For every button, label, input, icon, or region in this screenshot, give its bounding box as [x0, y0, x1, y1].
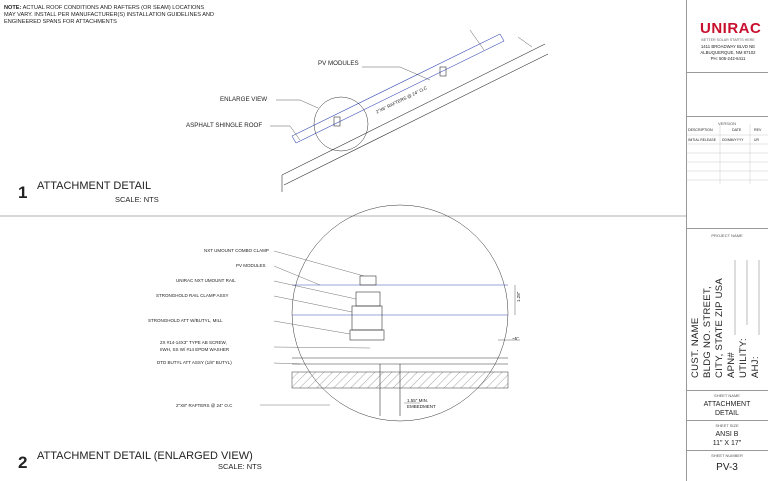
project-name-caption: PROJECT NAME: [711, 233, 743, 238]
sheet-number: PV-3: [716, 462, 738, 473]
leader-roof: [270, 126, 300, 140]
label-asphalt-roof: ASPHALT SHINGLE ROOF: [186, 122, 263, 129]
version-row-desc: INITIAL RELEASE: [688, 138, 716, 142]
att-butyl: [350, 330, 384, 340]
label-rafters-1: 2"X6" RAFTERS @ 24" O.C: [375, 85, 428, 115]
sheet-name-line1: ATTACHMENT: [703, 401, 751, 408]
sheet-size-line2: 11" X 17": [712, 440, 742, 447]
detail1-scale: SCALE: NTS: [115, 195, 159, 204]
label-att-butyl: STRONGHOLD ATT W/BUTYL, MILL: [148, 318, 223, 323]
detail1-title: ATTACHMENT DETAIL: [37, 180, 152, 192]
leader-enlarge: [276, 100, 318, 108]
company-address1: 1411 BROADWAY BLVD NE: [700, 44, 756, 49]
version-header-desc: DESCRIPTION: [688, 128, 713, 132]
label-screw-1: 2X #14-14X3" TYPE AB SCREW,: [160, 340, 227, 345]
version-header-date: DATE: [732, 128, 742, 132]
label-pv-modules-2: PV MODULES: [236, 263, 266, 268]
combo-clamp: [360, 276, 376, 285]
roof-line-bottom: [284, 54, 548, 185]
detail2-number: 2: [18, 453, 28, 472]
detail2-title: ATTACHMENT DETAIL (ENLARGED VIEW): [37, 450, 253, 462]
company-phone: PH: 505-242-6411: [710, 56, 746, 61]
version-grid: [686, 124, 768, 184]
label-rafters-2: 2"X8" RAFTERS @ 24" O.C: [176, 403, 233, 408]
note-prefix: NOTE:: [4, 5, 22, 11]
label-screw-2: IIWH, SS W/ #14 EPDM WASHER: [160, 347, 230, 352]
enlarge-circle: [314, 97, 368, 151]
sheet-number-caption: SHEET NUMBER: [711, 453, 743, 458]
label-embedment-1: 1.55" MIN.: [407, 398, 429, 403]
company-address2: ALBUQUERQUE, NM 87102: [700, 50, 756, 55]
attachment-lower: [334, 117, 340, 126]
label-dtd-butyl: DTD BUTYL ATT ASSY (1/8" BUTYL): [157, 360, 232, 365]
rail-clamp-assy: [352, 306, 382, 330]
company-tagline: BETTER SOLAR STARTS HERE: [701, 38, 755, 42]
project-line-utility: UTILITY:: [738, 338, 749, 378]
sheet-size-line1: ANSI B: [715, 431, 739, 438]
detail1-number: 1: [18, 183, 28, 202]
version-row-rev: UR: [754, 138, 759, 142]
version-caption: VERSION: [717, 121, 736, 126]
version-row-date: DD/MM/YYYY: [722, 138, 744, 142]
sheet-name-caption: SHEET NAME: [714, 393, 740, 398]
sheet-name-line2: DETAIL: [715, 410, 739, 417]
label-embedment-2: EMBEDMENT: [407, 404, 436, 409]
detail2-scale: SCALE: NTS: [218, 462, 262, 471]
title-block: [686, 0, 768, 481]
pv-module-top: [292, 34, 500, 136]
attachment-upper: [440, 67, 446, 76]
detail2-drawing: [260, 205, 520, 421]
rail: [356, 292, 380, 306]
note-text: ACTUAL ROOF CONDITIONS AND RAFTERS (OR SEAM) LOCATIONS MAY VARY. INSTALL PER MANUFACTURER(S) INSTALLATION GUIDELINES AND ENGINEERED SPANS FOR ATTACHMENTS: [4, 5, 215, 25]
label-pv-modules-1: PV MODULES: [318, 60, 359, 67]
project-line-city: CITY, STATE ZIP USA: [714, 277, 725, 378]
project-line-street: BLDG NO. STREET,: [702, 286, 713, 378]
label-rail-clamp: STRONGHOLD RAIL CLAMP ASSY: [156, 293, 229, 298]
sheet-size-caption: SHEET SIZE: [715, 423, 739, 428]
project-line-cust: CUST. NAME: [690, 317, 701, 378]
project-line-ahj: AHJ:: [750, 356, 761, 378]
label-rail: UNIRAC NXT UMOUNT RAIL: [176, 278, 236, 283]
version-header-rev: REV: [754, 128, 762, 132]
project-line-apn: APN#: [726, 351, 737, 378]
label-dim-height: 1.28": [516, 291, 521, 302]
company-logo: UNIRAC: [700, 20, 762, 37]
label-combo-clamp: NXT UMOUNT COMBO CLAMP: [204, 248, 269, 253]
project-fill-lines: [686, 250, 768, 380]
detail1-drawing: [270, 30, 548, 192]
label-enlarge-view: ENLARGE VIEW: [220, 96, 268, 103]
label-dim-gap: ~5": [512, 336, 519, 341]
